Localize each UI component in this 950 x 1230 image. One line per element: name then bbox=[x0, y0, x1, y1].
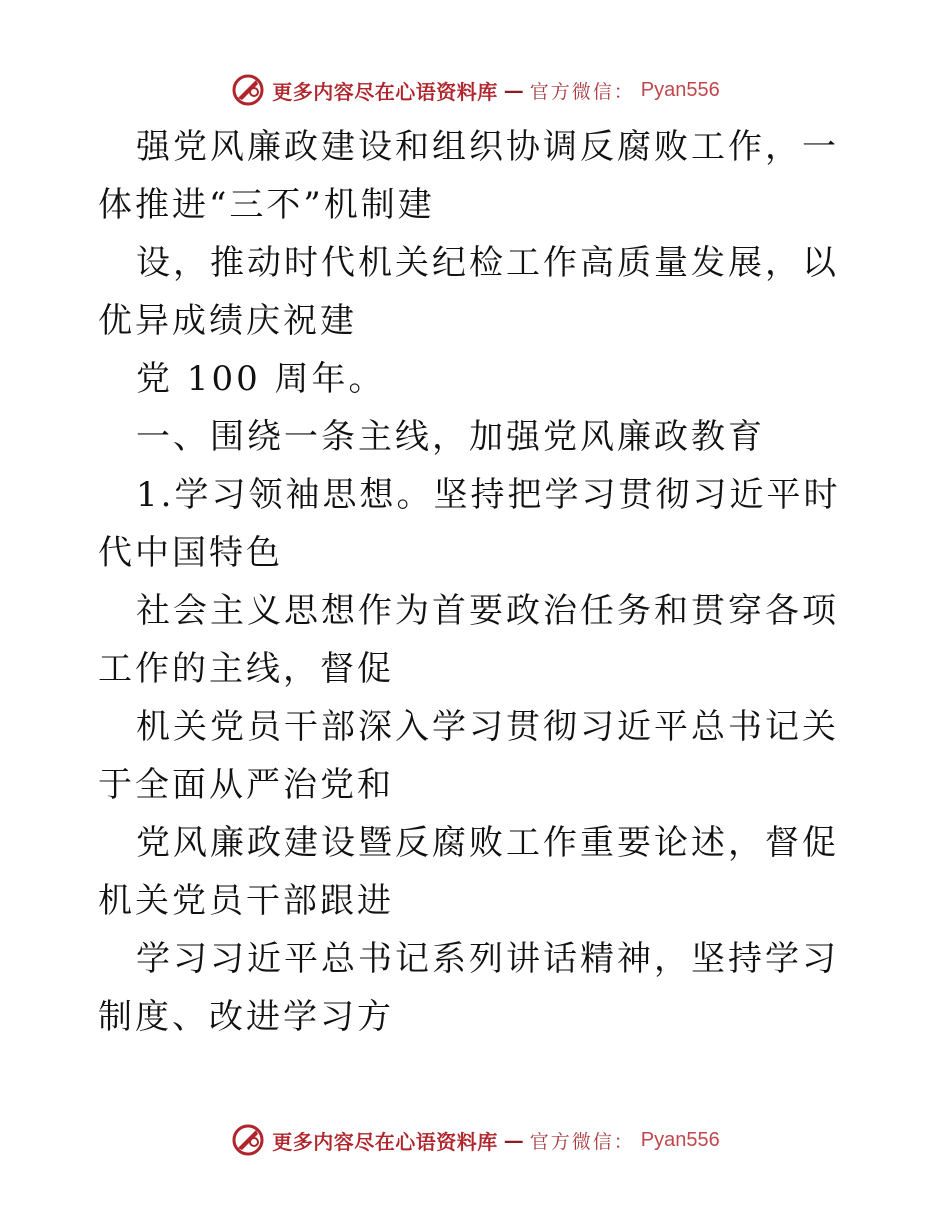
quill-logo-icon bbox=[230, 1122, 266, 1158]
paragraph-3-line-1: 党 100 周年。 bbox=[136, 359, 386, 399]
paragraph-2 bbox=[98, 234, 858, 350]
paragraph-9-line-1: 学习习近平总书记系列讲话精神，坚持学习制 bbox=[98, 939, 839, 1037]
section-heading-1 bbox=[98, 408, 858, 466]
paragraph-8 bbox=[98, 814, 858, 930]
paragraph-9 bbox=[98, 930, 858, 1046]
paragraph-5-line-1: 1.学习领袖思想。坚持把学习贯彻习近平时代中 bbox=[98, 475, 841, 573]
document-body bbox=[98, 118, 858, 1046]
paragraph-6-line-2: 的主线，督促 bbox=[172, 649, 394, 689]
paragraph-6 bbox=[98, 582, 858, 698]
paragraph-7 bbox=[98, 698, 858, 814]
watermark-dash: — bbox=[503, 1128, 524, 1152]
watermark-official-label: 官方微信： bbox=[529, 1130, 635, 1153]
paragraph-5-line-2: 国特色 bbox=[172, 533, 283, 573]
paragraph-8-line-1: 党风廉政建设暨反腐败工作重要论述，督促机关 bbox=[98, 823, 839, 921]
paragraph-8-line-2: 党员干部跟进 bbox=[172, 881, 394, 921]
header-watermark bbox=[0, 72, 950, 108]
section-heading-1-text: 一、围绕一条主线，加强党风廉政教育 bbox=[136, 417, 765, 457]
quill-logo-icon bbox=[230, 72, 266, 108]
paragraph-5 bbox=[98, 466, 858, 582]
paragraph-7-line-2: 面从严治党和 bbox=[172, 765, 394, 805]
paragraph-6-line-1: 社会主义思想作为首要政治任务和贯穿各项工作 bbox=[98, 591, 839, 689]
watermark-site-text: 更多内容尽在心语资料库 bbox=[272, 79, 498, 104]
watermark-account-id: Pyan556 bbox=[640, 1128, 720, 1151]
paragraph-7-line-1: 机关党员干部深入学习贯彻习近平总书记关于全 bbox=[98, 707, 839, 805]
paragraph-1-line-2: 进“三不”机制建 bbox=[172, 185, 435, 225]
watermark-official-label: 官方微信： bbox=[529, 80, 635, 103]
watermark-site-text: 更多内容尽在心语资料库 bbox=[272, 1129, 498, 1154]
watermark-account-id: Pyan556 bbox=[640, 78, 720, 101]
paragraph-1-line-1: 强党风廉政建设和组织协调反腐败工作，一体推 bbox=[98, 127, 839, 225]
paragraph-9-line-2: 度、改进学习方 bbox=[135, 997, 394, 1037]
watermark-dash: — bbox=[503, 78, 524, 102]
paragraph-1 bbox=[98, 118, 858, 234]
paragraph-2-line-1: 设，推动时代机关纪检工作高质量发展，以优异 bbox=[98, 243, 839, 341]
paragraph-3 bbox=[98, 350, 858, 408]
paragraph-2-line-2: 成绩庆祝建 bbox=[172, 301, 357, 341]
footer-watermark bbox=[0, 1122, 950, 1158]
